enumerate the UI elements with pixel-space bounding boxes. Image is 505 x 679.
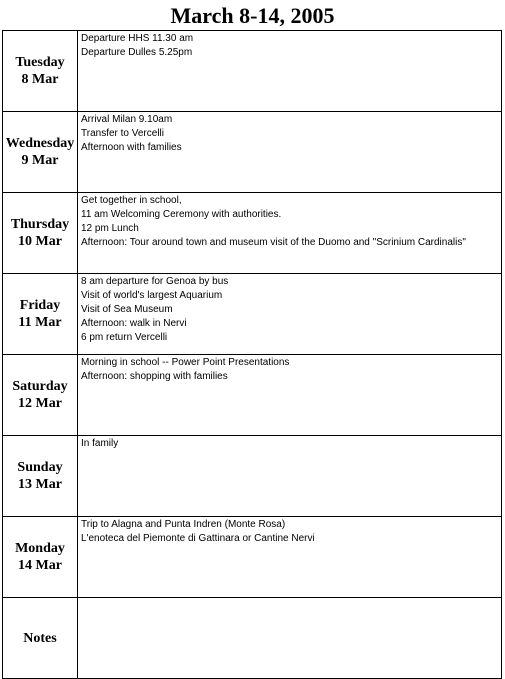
activity-cell xyxy=(78,31,502,112)
day-date: 12 Mar xyxy=(18,396,62,411)
day-date: 8 Mar xyxy=(21,72,59,87)
activity-cell xyxy=(78,436,502,517)
notes-content-cell xyxy=(78,598,502,679)
activity-line: Afternoon with families xyxy=(81,142,182,153)
notes-label: Notes xyxy=(23,630,57,646)
activity-line: Afternoon: Tour around town and museum visit of the Duomo and "Scrinium Cardinalis" xyxy=(81,237,466,248)
day-cell xyxy=(3,436,78,517)
day-cell xyxy=(3,31,78,112)
day-name: Monday xyxy=(15,541,65,556)
activity-line: Departure Dulles 5.25pm xyxy=(81,47,193,58)
day-cell xyxy=(3,112,78,193)
table-row xyxy=(3,31,502,112)
table-row xyxy=(3,355,502,436)
activity-line: 6 pm return Vercelli xyxy=(81,332,168,343)
activity-line: Afternoon: shopping with families xyxy=(81,371,228,382)
activity-line: Transfer to Vercelli xyxy=(81,128,164,139)
activity-cell xyxy=(78,355,502,436)
activity-line: Departure HHS 11.30 am xyxy=(81,33,194,44)
table-row-notes xyxy=(3,598,502,679)
activity-cell xyxy=(78,274,502,355)
day-date: 14 Mar xyxy=(18,558,62,573)
schedule-table xyxy=(2,30,502,679)
day-name: Friday xyxy=(19,298,61,313)
table-row xyxy=(3,517,502,598)
table-row xyxy=(3,436,502,517)
day-date: 10 Mar xyxy=(18,234,62,249)
day-cell xyxy=(3,193,78,274)
activity-cell xyxy=(78,517,502,598)
activity-line: Arrival Milan 9.10am xyxy=(81,114,173,125)
day-name: Wednesday xyxy=(5,136,75,151)
day-cell xyxy=(3,517,78,598)
day-name: Sunday xyxy=(17,460,63,475)
day-date: 13 Mar xyxy=(18,477,62,492)
activity-line: Trip to Alagna and Punta Indren (Monte Rosa) xyxy=(81,519,286,530)
table-row xyxy=(3,193,502,274)
activity-line: In family xyxy=(81,438,119,449)
table-row xyxy=(3,274,502,355)
activity-line: 8 am departure for Genoa by bus xyxy=(81,276,229,287)
activity-line: Afternoon: walk in Nervi xyxy=(81,318,187,329)
activity-line: 12 pm Lunch xyxy=(81,223,139,234)
table-row xyxy=(3,112,502,193)
day-name: Tuesday xyxy=(15,55,65,70)
day-date: 9 Mar xyxy=(21,153,59,168)
activity-cell xyxy=(78,112,502,193)
activity-line: Morning in school -- Power Point Presentations xyxy=(81,357,290,368)
activity-line: Get together in school, xyxy=(81,195,182,206)
day-name: Thursday xyxy=(10,217,70,232)
page-title: March 8-14, 2005 xyxy=(170,3,335,28)
activity-line: Visit of world's largest Aquarium xyxy=(81,290,223,301)
notes-label-cell xyxy=(3,598,78,679)
day-date: 11 Mar xyxy=(18,315,62,330)
activity-line: L'enoteca del Piemonte di Gattinara or Cantine Nervi xyxy=(81,533,315,544)
day-cell xyxy=(3,274,78,355)
day-name: Saturday xyxy=(12,379,68,394)
activity-cell xyxy=(78,193,502,274)
activity-line: 11 am Welcoming Ceremony with authorities. xyxy=(81,209,282,220)
activity-line: Visit of Sea Museum xyxy=(81,304,173,315)
day-cell xyxy=(3,355,78,436)
